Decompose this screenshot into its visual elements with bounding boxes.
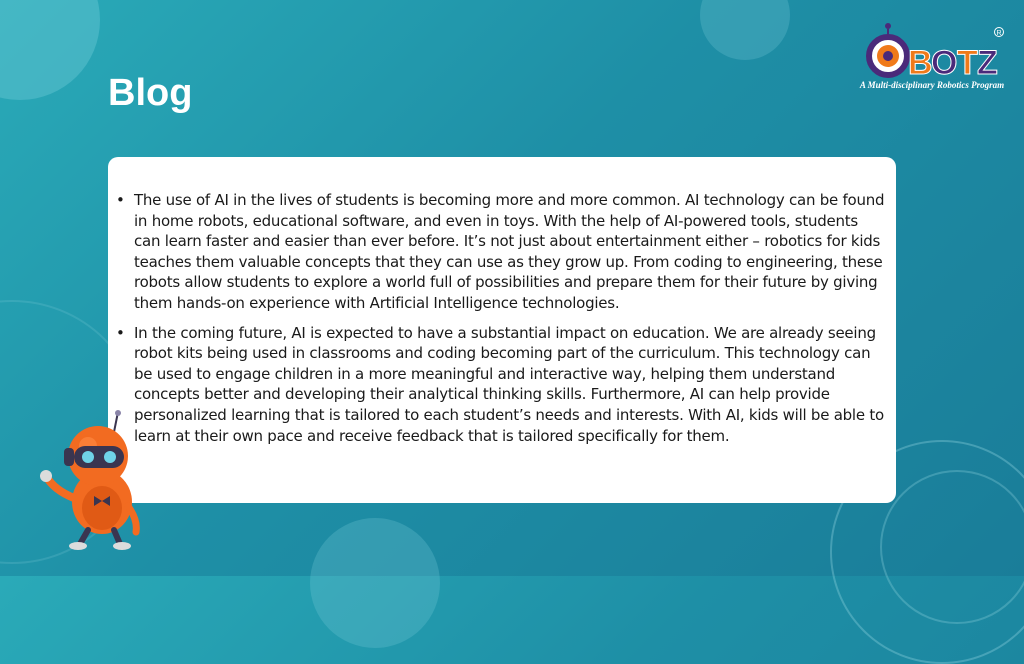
content-card bbox=[108, 157, 896, 503]
bullet-text: The use of AI in the lives of students is becoming more and more common. AI technology can be found in home robots, educational software, and even in toys. With the help of AI-powered tools, students can learn faster and easier than ever before. It’s not just about entertainment either – robotics for kids teaches them valuable concepts that they can use as they grow up. From coding to engineering, these robots allow students to explore a world full of possibilities and prepare them for their future by giving them hands-on experience with Artificial Intelligence technologies. bbox=[134, 191, 885, 312]
svg-text:T: T bbox=[957, 44, 978, 82]
bullet-list bbox=[114, 190, 886, 446]
decor-circle bbox=[310, 518, 440, 648]
logo-tagline: A Multi-disciplinary Robotics Program bbox=[859, 80, 1005, 90]
decor-ring bbox=[880, 470, 1024, 624]
decor-circle bbox=[0, 0, 100, 100]
decor-circle bbox=[700, 0, 790, 60]
svg-text:Z: Z bbox=[977, 44, 998, 82]
bullet-text: In the coming future, AI is expected to have a substantial impact on education. We are already seeing robot kits being used in classrooms and coding becoming part of the curriculum. This technology can be used to engage children in a more meaningful and interactive way, helping them understand concepts better and developing their analytical thinking skills. Furthermore, AI can help provide personalized learning that is tailored to each student’s needs and interests. With AI, kids will be able to learn at their own pace and receive feedback that is tailored specifically for them. bbox=[134, 323, 884, 445]
svg-text:R: R bbox=[996, 30, 1002, 37]
page-title: Blog bbox=[108, 72, 193, 114]
obotz-logo bbox=[858, 20, 1006, 100]
bullet-glyph: • bbox=[116, 191, 125, 209]
bullet-glyph: • bbox=[116, 323, 125, 342]
svg-text:B: B bbox=[908, 44, 933, 82]
svg-text:O: O bbox=[931, 44, 958, 82]
list-item bbox=[114, 190, 886, 314]
robot-mascot bbox=[40, 410, 150, 550]
robot-mascot-icon bbox=[40, 410, 150, 550]
list-item bbox=[114, 323, 886, 447]
obotz-logo-icon bbox=[858, 20, 1006, 82]
